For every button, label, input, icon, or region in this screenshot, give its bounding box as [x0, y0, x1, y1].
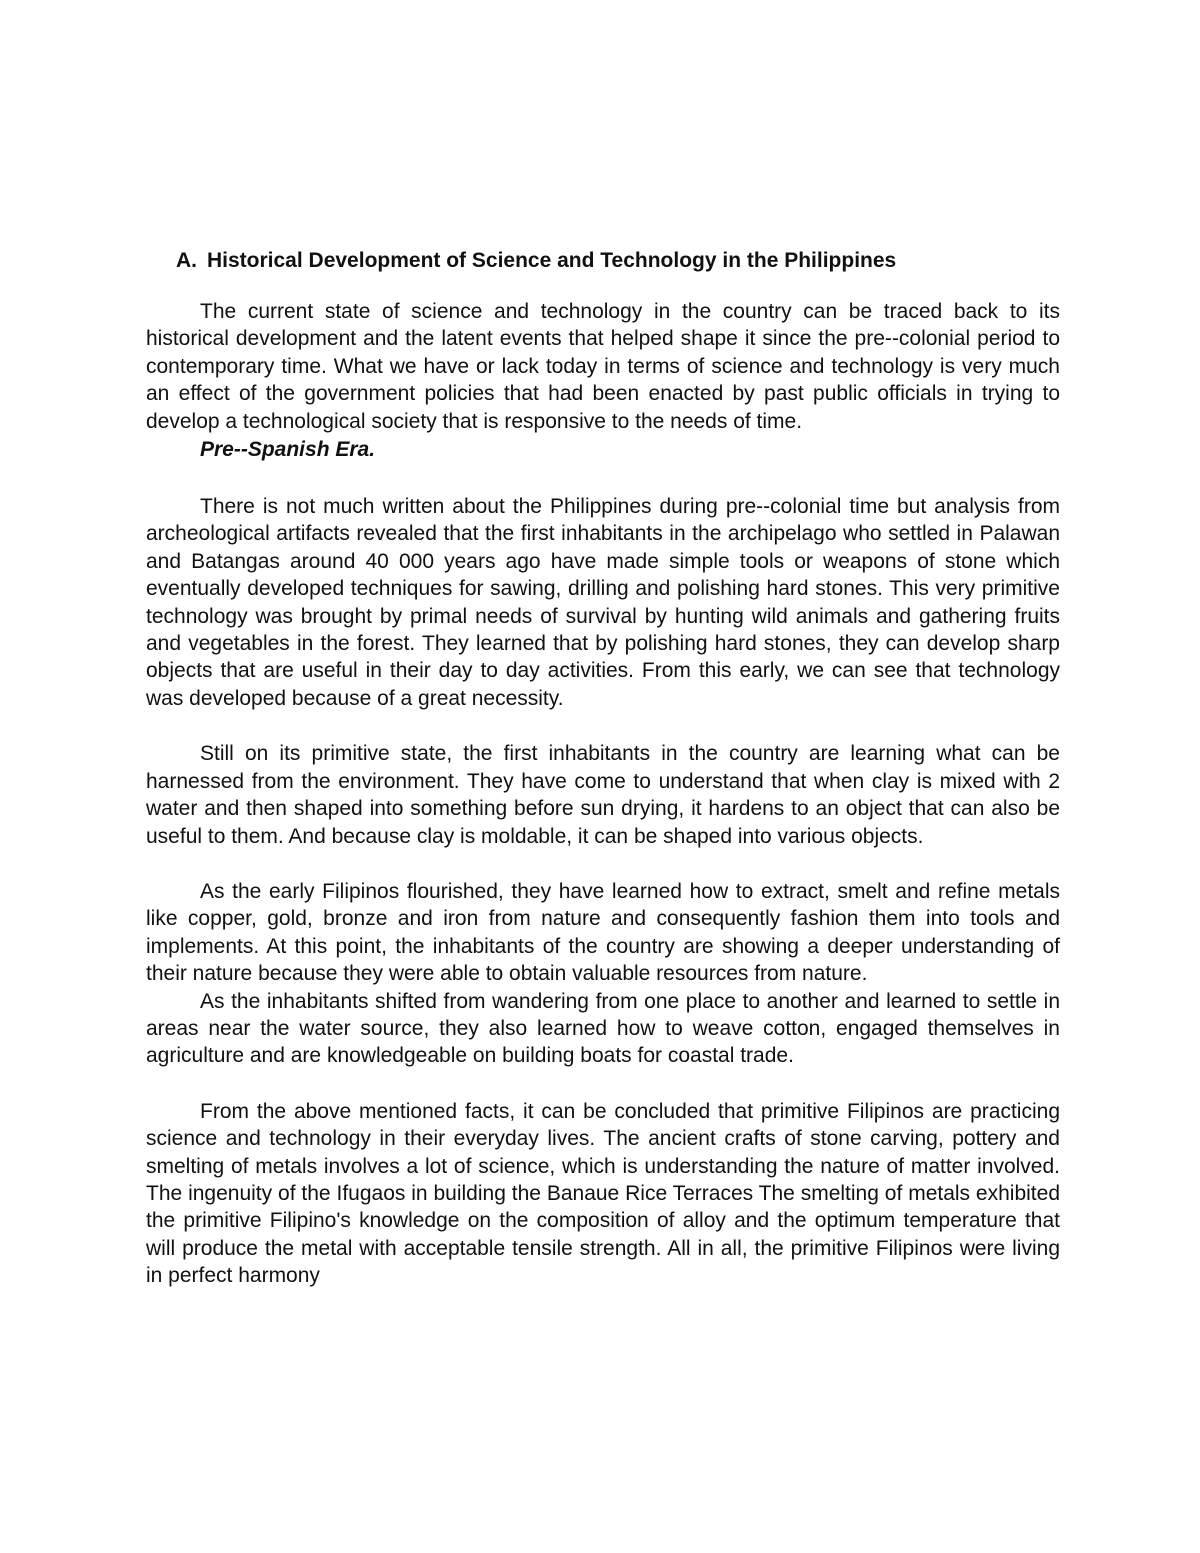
- section-letter: A.: [176, 249, 197, 272]
- intro-paragraph: The current state of science and technology in the country can be traced back to its historical development and the latent events that helped shape it since the pre--colonial period to contemporary time. What we have or lack today in terms of science and technology is very much an effect of the government policies that had been enacted by past public officials in trying to develop a technological society that is responsive to the needs of time.: [146, 300, 1060, 433]
- section-heading: [146, 246, 1060, 276]
- paragraph-4: As the inhabitants shifted from wandering from one place to another and learned to settle in areas near the water source, they also learned how to weave cotton, engaged themselves in agriculture and are knowledgeable on building boats for coastal trade.: [146, 989, 1060, 1068]
- section-title: Historical Development of Science and Technology in the Philippines: [207, 249, 897, 272]
- document-body: [146, 246, 1060, 1290]
- paragraph-2: Still on its primitive state, the first inhabitants in the country are learning what can be harnessed from the environment. They have come to understand that when clay is mixed with 2 water and then shaped into something before sun drying, it hardens to an object that can also be useful to them. And because clay is moldable, it can be shaped into various objects.: [146, 742, 1060, 848]
- paragraph-3: As the early Filipinos flourished, they have learned how to extract, smelt and refine metals like copper, gold, bronze and iron from nature and consequently fashion them into tools and implements. At this point, the inhabitants of the country are showing a deeper understanding of their nature because they were able to obtain valuable resources from nature.: [146, 879, 1060, 986]
- subsection-title: Pre--Spanish Era.: [200, 438, 376, 462]
- paragraph-1: There is not much written about the Philippines during pre--colonial time but analysis from archeological artifacts revealed that the first inhabitants in the archipelago who settled in Palawan and Batangas around 40 000 years ago have made simple tools or weapons of stone which eventually developed techniques for sawing, drilling and polishing hard stones. This very primitive technology was brought by primal needs of survival by hunting wild animals and gathering fruits and vegetables in the forest. They learned that by polishing hard stones, they can develop sharp objects that are useful in their day to day activities. From this early, we can see that technology was developed because of a great necessity.: [146, 495, 1060, 710]
- paragraph-5: From the above mentioned facts, it can be concluded that primitive Filipinos are practicing science and technology in their everyday lives. The ancient crafts of stone carving, pottery and smelting of metals involves a lot of science, which is understanding the nature of matter involved. The ingenuity of the Ifugaos in building the Banaue Rice Terraces The smelting of metals exhibited the primitive Filipino's knowledge on the composition of alloy and the optimum temperature that will produce the metal with acceptable tensile strength. All in all, the primitive Filipinos were living in perfect harmony: [146, 1099, 1060, 1288]
